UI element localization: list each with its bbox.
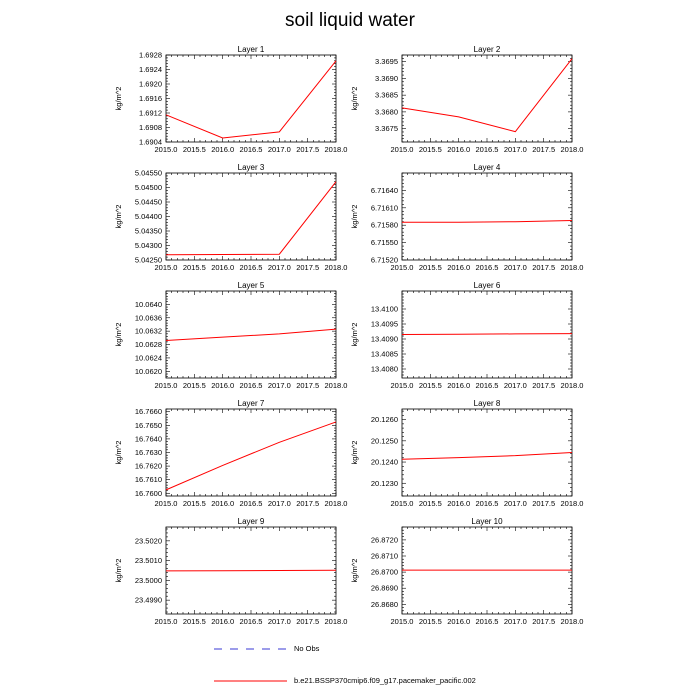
x-tick-label: 2017.0 [503, 499, 527, 508]
y-tick-label: 26.8700 [370, 567, 398, 577]
y-tick-label: 10.0636 [134, 313, 162, 323]
x-tick-label: 2017.5 [532, 145, 556, 154]
y-axis-label: kg/m^2 [350, 86, 359, 111]
x-tick-label: 2017.0 [503, 145, 527, 154]
y-tick-label: 16.7660 [134, 407, 162, 417]
x-tick-label: 2018.0 [324, 263, 348, 272]
x-tick-label: 2016.0 [211, 263, 235, 272]
x-tick-label: 2017.5 [532, 263, 556, 272]
y-tick-label: 5.04400 [134, 212, 162, 221]
legend-label-series: b.e21.BSSP370cmip6.f09_g17.pacemaker_pacific.002 [294, 676, 476, 685]
x-tick-label: 2017.5 [532, 381, 556, 390]
y-tick-label: 3.3675 [375, 124, 398, 134]
panel-title: Layer 4 [473, 163, 501, 172]
x-tick-label: 2018.0 [324, 499, 348, 508]
x-tick-label: 2017.0 [503, 263, 527, 272]
x-tick-label: 2015.5 [182, 263, 206, 272]
series-line [166, 182, 336, 255]
x-tick-label: 2017.5 [532, 617, 556, 626]
x-tick-label: 2017.0 [267, 145, 291, 154]
x-tick-label: 2016.0 [211, 145, 235, 154]
x-tick-label: 2016.0 [211, 499, 235, 508]
y-axis-label: kg/m^2 [114, 558, 123, 583]
y-tick-label: 20.1250 [370, 436, 398, 446]
y-tick-label: 16.7650 [134, 420, 162, 430]
x-tick-label: 2018.0 [324, 145, 348, 154]
x-tick-label: 2015.0 [390, 617, 414, 626]
y-tick-label: 1.6916 [139, 94, 162, 103]
y-axis-label: kg/m^2 [350, 558, 359, 583]
series-line [166, 61, 336, 138]
panel-1 [114, 45, 347, 154]
x-tick-label: 2015.0 [154, 263, 178, 272]
x-tick-label: 2017.5 [296, 381, 320, 390]
y-tick-label: 5.04500 [134, 183, 162, 192]
series-line [166, 570, 336, 571]
x-tick-label: 2017.0 [267, 381, 291, 390]
plot-frame [166, 291, 336, 378]
y-tick-label: 20.1230 [370, 478, 398, 488]
x-tick-label: 2017.0 [267, 617, 291, 626]
panel-title: Layer 2 [473, 45, 501, 54]
y-tick-label: 16.7630 [134, 448, 162, 457]
x-tick-label: 2017.5 [296, 263, 320, 272]
figure-title: soil liquid water [285, 10, 415, 31]
panel-title: Layer 7 [237, 399, 265, 408]
x-tick-label: 2015.5 [182, 617, 206, 626]
y-axis-label: kg/m^2 [350, 440, 359, 465]
x-tick-label: 2015.5 [418, 617, 442, 626]
y-tick-label: 6.71640 [370, 185, 398, 195]
series-line [166, 329, 336, 340]
panel-title: Layer 5 [237, 281, 265, 290]
y-tick-label: 13.4090 [370, 334, 398, 344]
x-tick-label: 2018.0 [324, 617, 348, 626]
y-axis-label: kg/m^2 [114, 204, 123, 229]
y-tick-label: 5.04250 [134, 255, 162, 265]
y-tick-label: 10.0640 [134, 299, 162, 309]
y-tick-label: 23.5000 [134, 575, 162, 585]
x-tick-label: 2018.0 [560, 145, 584, 154]
y-tick-label: 6.71550 [370, 238, 398, 248]
y-tick-label: 1.6924 [139, 65, 162, 74]
y-tick-label: 3.3680 [375, 107, 398, 117]
panel-title: Layer 8 [473, 399, 501, 408]
x-tick-label: 2016.5 [475, 381, 499, 390]
y-axis-label: kg/m^2 [114, 322, 123, 347]
y-tick-label: 20.1260 [370, 415, 398, 425]
y-tick-label: 1.6904 [139, 137, 162, 147]
panel-10 [350, 517, 583, 626]
x-tick-label: 2018.0 [560, 263, 584, 272]
y-tick-label: 5.04450 [134, 197, 162, 207]
x-tick-label: 2016.5 [475, 617, 499, 626]
plot-frame [166, 173, 336, 260]
y-tick-label: 10.0624 [134, 353, 162, 363]
x-tick-label: 2018.0 [560, 381, 584, 390]
x-tick-label: 2016.5 [475, 499, 499, 508]
x-tick-label: 2016.0 [447, 145, 471, 154]
x-tick-label: 2015.0 [154, 499, 178, 508]
x-tick-label: 2016.0 [447, 499, 471, 508]
y-tick-label: 6.71580 [370, 220, 398, 230]
x-tick-label: 2017.0 [503, 617, 527, 626]
x-tick-label: 2017.0 [503, 381, 527, 390]
plot-frame [402, 409, 572, 496]
y-tick-label: 10.0620 [134, 366, 162, 376]
y-tick-label: 1.6928 [139, 50, 162, 60]
x-tick-label: 2016.5 [475, 263, 499, 272]
y-axis-label: kg/m^2 [114, 440, 123, 465]
plot-frame [166, 55, 336, 142]
y-tick-label: 1.6912 [139, 108, 162, 118]
y-tick-label: 3.3690 [375, 73, 398, 83]
x-tick-label: 2018.0 [560, 617, 584, 626]
y-tick-label: 13.4080 [370, 364, 398, 374]
panel-4 [350, 163, 583, 272]
y-tick-label: 23.4990 [134, 595, 162, 605]
panel-title: Layer 10 [471, 517, 503, 526]
legend-label-no-obs: No Obs [294, 644, 320, 653]
series-line [402, 453, 572, 460]
x-tick-label: 2016.0 [447, 381, 471, 390]
y-tick-label: 13.4100 [370, 304, 398, 314]
y-tick-label: 10.0628 [134, 340, 162, 350]
y-tick-label: 13.4085 [370, 349, 398, 359]
x-tick-label: 2016.5 [239, 263, 263, 272]
panel-6 [350, 281, 583, 390]
y-tick-label: 23.5010 [134, 556, 162, 566]
y-tick-label: 5.04350 [134, 226, 162, 236]
y-tick-label: 6.71520 [370, 255, 398, 265]
y-tick-label: 3.3685 [375, 90, 398, 100]
plot-frame [402, 55, 572, 142]
panel-title: Layer 1 [237, 45, 265, 54]
plot-frame [166, 409, 336, 496]
x-tick-label: 2016.5 [239, 381, 263, 390]
x-tick-label: 2015.5 [418, 381, 442, 390]
panel-title: Layer 3 [237, 163, 265, 172]
x-tick-label: 2017.5 [296, 617, 320, 626]
y-tick-label: 1.6920 [139, 79, 162, 89]
panel-2 [350, 45, 583, 154]
x-tick-label: 2015.5 [182, 145, 206, 154]
x-tick-label: 2016.5 [239, 499, 263, 508]
y-tick-label: 6.71610 [370, 203, 398, 213]
x-tick-label: 2015.0 [390, 381, 414, 390]
series-line [166, 422, 336, 490]
y-tick-label: 1.6908 [139, 123, 162, 132]
y-tick-label: 26.8690 [370, 583, 398, 593]
x-tick-label: 2015.5 [418, 499, 442, 508]
y-tick-label: 3.3695 [375, 57, 398, 67]
panel-5 [114, 281, 347, 390]
x-tick-label: 2015.5 [182, 499, 206, 508]
y-tick-label: 5.04300 [134, 241, 162, 250]
panel-title: Layer 6 [473, 281, 501, 290]
x-tick-label: 2015.0 [390, 145, 414, 154]
y-tick-label: 26.8680 [370, 599, 398, 609]
panel-7 [114, 399, 347, 508]
x-tick-label: 2017.5 [296, 499, 320, 508]
y-tick-label: 16.7640 [134, 434, 162, 444]
x-tick-label: 2015.5 [418, 145, 442, 154]
y-tick-label: 16.7620 [134, 461, 162, 471]
y-tick-label: 26.8710 [370, 551, 398, 561]
y-tick-label: 5.04550 [134, 168, 162, 178]
panel-3 [114, 163, 347, 272]
y-tick-label: 16.7600 [134, 488, 162, 498]
x-tick-label: 2018.0 [324, 381, 348, 390]
y-tick-label: 10.0632 [134, 326, 162, 336]
series-line [402, 59, 572, 132]
plot-frame [402, 173, 572, 260]
x-tick-label: 2016.0 [211, 617, 235, 626]
series-line [402, 221, 572, 223]
x-tick-label: 2015.0 [154, 617, 178, 626]
x-tick-label: 2015.5 [182, 381, 206, 390]
x-tick-label: 2015.0 [154, 145, 178, 154]
x-tick-label: 2016.0 [447, 617, 471, 626]
y-tick-label: 20.1240 [370, 457, 398, 467]
y-tick-label: 13.4095 [370, 319, 398, 329]
x-tick-label: 2017.0 [267, 499, 291, 508]
x-tick-label: 2016.0 [447, 263, 471, 272]
y-tick-label: 16.7610 [134, 475, 162, 485]
y-tick-label: 26.8720 [370, 535, 398, 545]
panel-title: Layer 9 [237, 517, 265, 526]
x-tick-label: 2018.0 [560, 499, 584, 508]
x-tick-label: 2017.5 [532, 499, 556, 508]
x-tick-label: 2016.5 [239, 145, 263, 154]
x-tick-label: 2015.0 [390, 263, 414, 272]
panel-8 [350, 399, 583, 508]
y-axis-label: kg/m^2 [350, 204, 359, 229]
x-tick-label: 2017.0 [267, 263, 291, 272]
x-tick-label: 2016.5 [239, 617, 263, 626]
x-tick-label: 2017.5 [296, 145, 320, 154]
series-line [402, 334, 572, 335]
y-tick-label: 23.5020 [134, 536, 162, 546]
x-tick-label: 2016.0 [211, 381, 235, 390]
x-tick-label: 2016.5 [475, 145, 499, 154]
y-axis-label: kg/m^2 [114, 86, 123, 111]
x-tick-label: 2015.0 [154, 381, 178, 390]
x-tick-label: 2015.0 [390, 499, 414, 508]
x-tick-label: 2015.5 [418, 263, 442, 272]
panel-9 [114, 517, 347, 626]
y-axis-label: kg/m^2 [350, 322, 359, 347]
